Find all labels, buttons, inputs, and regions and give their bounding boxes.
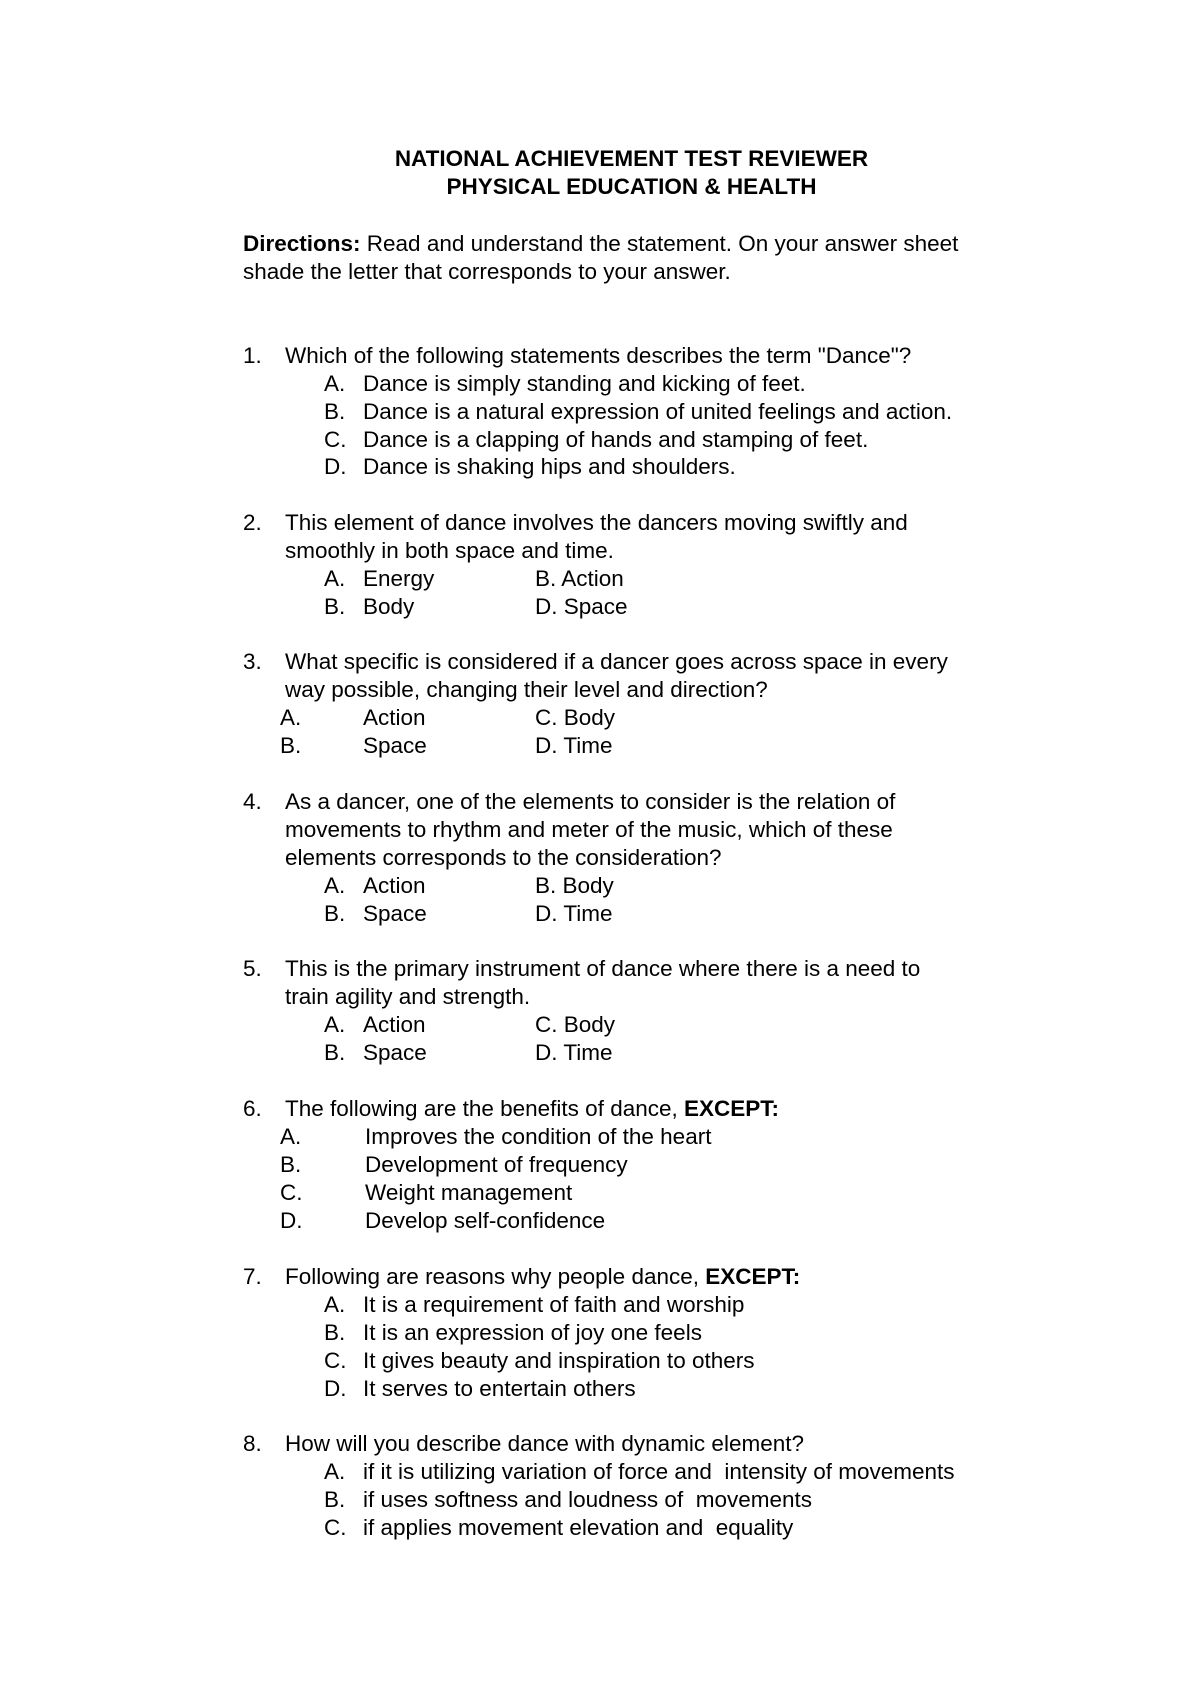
question-number: 8. [243, 1431, 262, 1456]
option-second-column: C. Body [535, 1012, 616, 1037]
page-title: NATIONAL ACHIEVEMENT TEST REVIEWER [394, 146, 869, 171]
question-text-emphasis: EXCEPT: [684, 1096, 780, 1121]
option-text: Space [363, 733, 427, 758]
option-text: Dance is simply standing and kicking of feet. [363, 371, 806, 396]
option-text: Dance is a clapping of hands and stamping of feet. [363, 427, 869, 452]
option-second-column: D. Time [535, 1040, 613, 1065]
option-text: It serves to entertain others [363, 1376, 636, 1401]
option-letter: A. [324, 566, 346, 591]
option-letter: B. [280, 733, 302, 758]
option-text: if applies movement elevation and equality [363, 1515, 794, 1540]
question-text [285, 1263, 800, 1291]
question-text: This element of dance involves the dancers moving swiftly and [285, 510, 908, 535]
option-text: It gives beauty and inspiration to others [363, 1348, 755, 1373]
option-text: Action [363, 705, 426, 730]
option-letter: B. [324, 399, 346, 424]
directions-label: Directions: [243, 231, 361, 256]
option-letter: B. [324, 901, 346, 926]
option-text: Action [363, 1012, 426, 1037]
option-letter: C. [324, 1515, 347, 1540]
question-text: elements corresponds to the consideration? [285, 845, 722, 870]
question-text: This is the primary instrument of dance where there is a need to [285, 956, 921, 981]
option-second-column: B. Body [535, 873, 614, 898]
question-text [285, 1095, 779, 1123]
question-text: As a dancer, one of the elements to consider is the relation of [285, 789, 896, 814]
option-second-column: D. Time [535, 733, 613, 758]
option-text: if uses softness and loudness of movements [363, 1487, 812, 1512]
option-second-column: C. Body [535, 705, 616, 730]
option-text: Dance is a natural expression of united feelings and action. [363, 399, 953, 424]
option-letter: D. [280, 1208, 303, 1233]
question-number: 7. [243, 1264, 262, 1289]
option-letter: A. [324, 1012, 346, 1037]
question-text-plain: Following are reasons why people dance, [285, 1264, 706, 1289]
option-text: Development of frequency [365, 1152, 628, 1177]
option-second-column: D. Space [535, 594, 628, 619]
option-letter: A. [280, 1124, 302, 1149]
option-letter: D. [324, 1376, 347, 1401]
option-letter: A. [324, 371, 346, 396]
option-letter: B. [324, 594, 346, 619]
directions-text: Read and understand the statement. On your answer sheet [360, 231, 959, 256]
option-text: It is a requirement of faith and worship [363, 1292, 745, 1317]
option-letter: A. [324, 1459, 346, 1484]
option-letter: D. [324, 454, 347, 479]
question-number: 6. [243, 1096, 262, 1121]
question-number: 1. [243, 343, 262, 368]
option-text: Body [363, 594, 415, 619]
option-text: Dance is shaking hips and shoulders. [363, 454, 736, 479]
option-letter: C. [280, 1180, 303, 1205]
option-letter: A. [280, 705, 302, 730]
option-second-column: B. Action [535, 566, 624, 591]
question-text-emphasis: EXCEPT: [705, 1264, 801, 1289]
option-letter: A. [324, 1292, 346, 1317]
option-text: Space [363, 901, 427, 926]
option-text: It is an expression of joy one feels [363, 1320, 702, 1345]
option-second-column: D. Time [535, 901, 613, 926]
option-text: Space [363, 1040, 427, 1065]
question-number: 2. [243, 510, 262, 535]
option-text: Improves the condition of the heart [365, 1124, 712, 1149]
question-text: smoothly in both space and time. [285, 538, 614, 563]
option-text: Develop self-confidence [365, 1208, 606, 1233]
question-text: What specific is considered if a dancer goes across space in every [285, 649, 948, 674]
option-letter: C. [324, 427, 347, 452]
option-letter: B. [280, 1152, 302, 1177]
option-text: Weight management [365, 1180, 573, 1205]
question-text: Which of the following statements describes the term "Dance"? [285, 343, 912, 368]
question-text-plain: The following are the benefits of dance, [285, 1096, 685, 1121]
question-text: movements to rhythm and meter of the music, which of these [285, 817, 893, 842]
directions [243, 230, 958, 258]
directions-text-continued: shade the letter that corresponds to your answer. [243, 259, 731, 284]
option-letter: B. [324, 1040, 346, 1065]
question-text: train agility and strength. [285, 984, 531, 1009]
option-letter: C. [324, 1348, 347, 1373]
question-text: How will you describe dance with dynamic element? [285, 1431, 804, 1456]
question-number: 5. [243, 956, 262, 981]
option-letter: A. [324, 873, 346, 898]
option-text: Action [363, 873, 426, 898]
page-subtitle: PHYSICAL EDUCATION & HEALTH [446, 174, 817, 199]
option-text: if it is utilizing variation of force and intensity of movements [363, 1459, 955, 1484]
option-letter: B. [324, 1487, 346, 1512]
option-text: Energy [363, 566, 435, 591]
question-number: 4. [243, 789, 262, 814]
option-letter: B. [324, 1320, 346, 1345]
question-number: 3. [243, 649, 262, 674]
question-text: way possible, changing their level and direction? [285, 677, 768, 702]
